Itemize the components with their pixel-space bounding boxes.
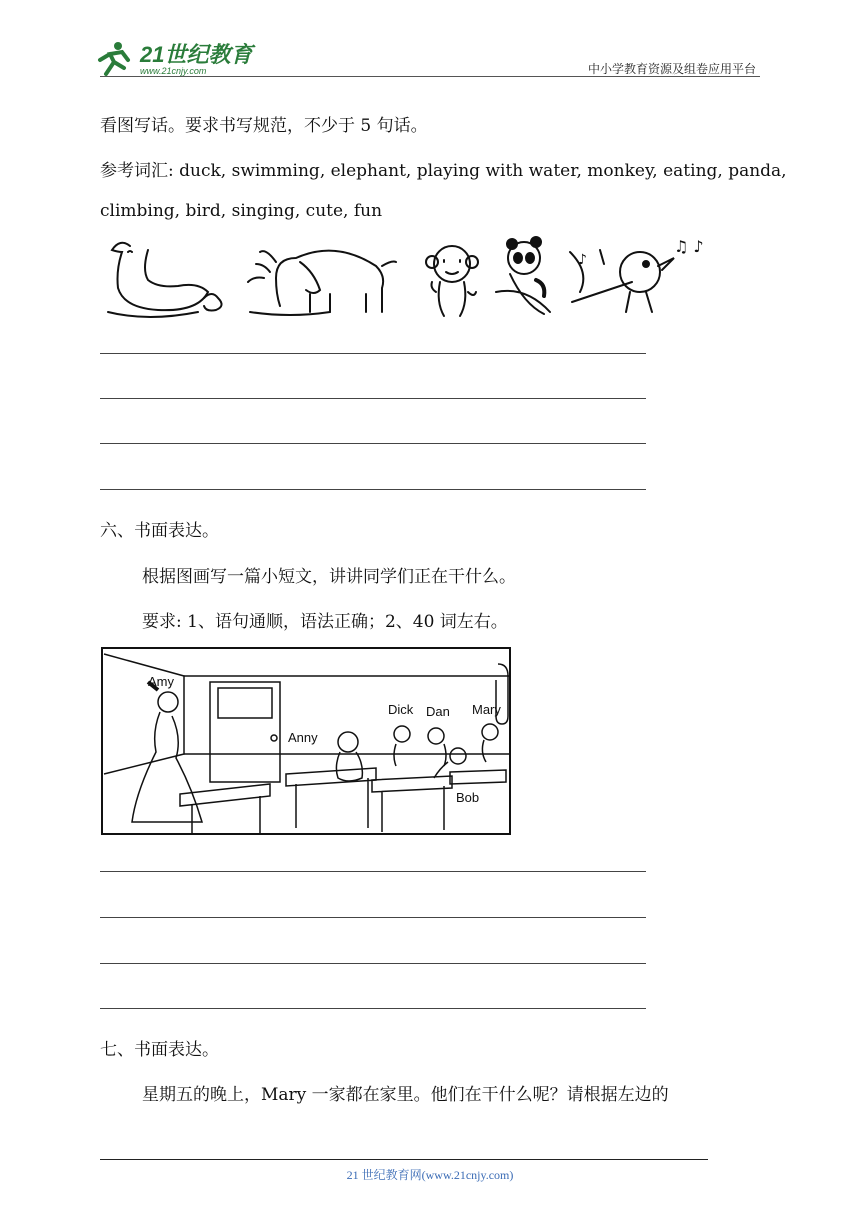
header-divider [100,76,760,77]
runner-icon [100,42,128,74]
section6-requirement: 要求: 1、语句通顺，语法正确；2、40 词左右。 [142,612,508,632]
writing-line[interactable] [100,1008,646,1009]
panda-drawing [496,237,550,314]
logo-title: 21世纪教育 [140,42,253,67]
label-bob: Bob [456,790,480,805]
section5-vocab-line2: climbing, bird, singing, cute, fun [100,201,383,221]
writing-line[interactable] [100,443,646,444]
writing-line[interactable] [100,489,646,490]
bird-drawing [570,237,704,312]
label-dan: Dan [426,704,450,719]
label-mary: Mary [472,702,501,717]
animals-illustration [100,232,720,324]
svg-text:♫ ♪: ♫ ♪ [674,237,704,256]
label-anny: Anny [288,730,318,745]
classroom-illustration [100,644,520,838]
svg-text:♪: ♪ [578,252,587,268]
label-dick: Dick [388,702,414,717]
site-logo [96,38,266,78]
writing-line[interactable] [100,963,646,964]
logo-url: www.21cnjy.com [140,66,207,76]
monkey-drawing [426,246,478,316]
section5-instruction: 看图写话。要求书写规范，不少于 5 句话。 [100,116,428,136]
section6-prompt: 根据图画写一篇小短文，讲讲同学们正在干什么。 [142,567,516,587]
writing-line[interactable] [100,917,646,918]
writing-line[interactable] [100,398,646,399]
section6-title: 六、书面表达。 [100,521,219,541]
label-amy: Amy [148,674,174,689]
section7-prompt: 星期五的晚上，Mary 一家都在家里。他们在干什么呢？请根据左边的 [142,1085,669,1105]
elephant-drawing [248,251,396,315]
footer-divider [100,1159,708,1160]
section5-vocab-line1: 参考词汇: duck, swimming, elephant, playing with water, monkey, eating, panda, [100,161,787,181]
writing-line[interactable] [100,871,646,872]
header-platform-label: 中小学教育资源及组卷应用平台 [587,62,756,76]
duck-drawing [108,243,222,317]
writing-line[interactable] [100,353,646,354]
section7-title: 七、书面表达。 [100,1040,219,1060]
footer-link[interactable]: 21 世纪教育网(www.21cnjy.com) [346,1168,514,1182]
